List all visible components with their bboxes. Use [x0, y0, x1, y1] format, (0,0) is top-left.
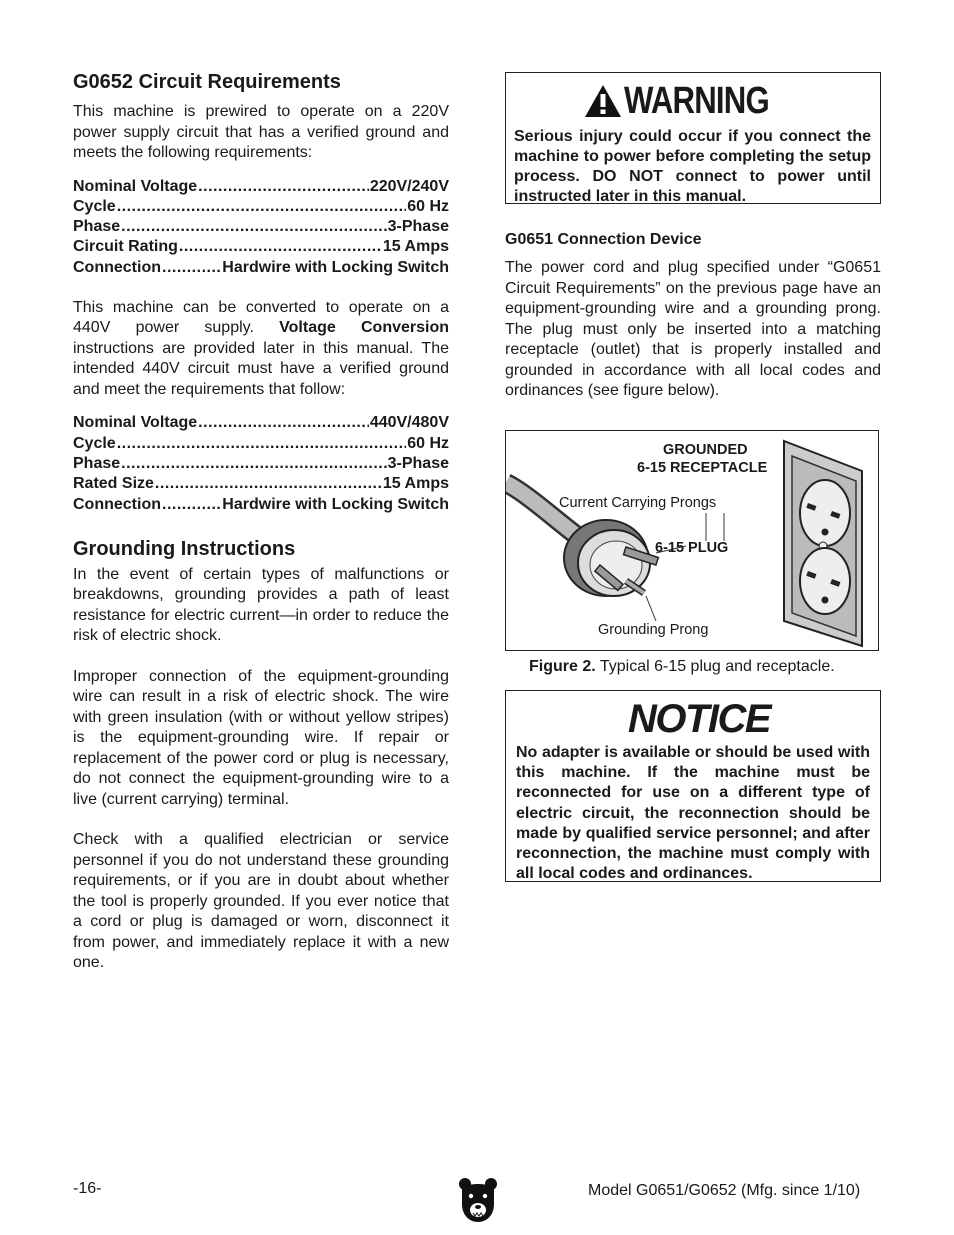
notice-title: NOTICE [628, 697, 771, 741]
receptacle-label-line1: GROUNDED [663, 442, 748, 458]
spec-row: Connection ..... Hardwire with Locking Switch [73, 258, 449, 278]
page-number: -16- [73, 1180, 102, 1197]
receptacle-label-line2: 6-15 RECEPTACLE [637, 460, 768, 476]
voltage-conversion-ref: Voltage Conversion [279, 319, 450, 337]
warning-title: WARNING [624, 79, 770, 122]
connection-device-heading: G0651 Connection Device [505, 231, 702, 248]
model-footer: Model G0651/G0652 (Mfg. since 1/10) [588, 1182, 861, 1199]
warning-box [505, 72, 881, 204]
grounding-paragraph-1: In the event of certain types of malfunctions or breakdowns, grounding provides a path of least resistance for electric current—in order to reduce the risk of electric shock. [73, 565, 449, 645]
spec-row: Phase ..... 3-Phase [73, 217, 449, 237]
plug-receptacle-figure [505, 430, 879, 651]
current-prongs-label: Current Carrying Prongs [559, 495, 717, 511]
grounding-prong-label: Grounding Prong [598, 622, 709, 638]
specs-440-list [73, 413, 449, 514]
bear-logo-icon [458, 1176, 498, 1222]
spec-row: Phase ..... 3-Phase [73, 454, 449, 474]
notice-text: No adapter is available or should be used with this machine. If the machine must be reconnected for use on a different type of electric circuit, the reconnection should be made by qualified service personnel; and after reconnection, the machine must comply with all local codes and ordinances. [516, 744, 870, 883]
spec-row: Nominal Voltage ..... 220V/240V [73, 177, 449, 197]
grounding-heading: Grounding Instructions [73, 537, 296, 560]
spec-row: Circuit Rating ..... 15 Amps [73, 237, 449, 257]
specs-220-list [73, 177, 449, 278]
warning-header [514, 81, 871, 121]
circuit-requirements-heading: G0652 Circuit Requirements [73, 71, 341, 93]
spec-row: Rated Size ..... 15 Amps [73, 474, 449, 494]
left-column [73, 70, 449, 974]
figure-caption: Figure 2. Typical 6-15 plug and receptacle. [529, 658, 835, 675]
circuit-intro-text: This machine is prewired to operate on a 220V power supply circuit that has a verified ground and meets the following requirements: [73, 103, 449, 161]
spec-row: Cycle ..... 60 Hz [73, 197, 449, 217]
grounding-paragraph-3: Check with a qualified electrician or service personnel if you do not understand these grounding requirements, or if you are in doubt about whether the tool is properly grounded. If you ever notice that a cord or plug is damaged or worn, disconnect it from power, and immediately replace it with a new one. [73, 831, 449, 972]
grounding-paragraph-2: Improper connection of the equipment-grounding wire can result in a risk of electric shock. The wire with green insulation (with or without yellow stripes) is the equipment-grounding wire. If repair or replacement of the power cord or plug is necessary, do not connect the equipment-grounding wire to a live (current carrying) terminal. [73, 667, 449, 808]
warning-triangle-icon [584, 84, 622, 118]
spec-row: Nominal Voltage ..... 440V/480V [73, 413, 449, 433]
connection-device-text: The power cord and plug specified under “G0651 Circuit Requirements” on the previous page have an equipment-grounding wire and a grounding prong. The plug must only be inserted into a matching receptacle (outlet) that is properly installed and grounded in accordance with all local codes and ordinances (see figure below). [505, 259, 881, 399]
right-column [505, 72, 881, 402]
spec-row: Cycle ..... 60 Hz [73, 434, 449, 454]
notice-box [505, 690, 881, 882]
voltage-conversion-text: This machine can be converted to operate on a 440V power supply. Voltage Conversion instructions are provided later in this manual. The intended 440V circuit must have a verified ground and meet the requirements that follow: [73, 298, 450, 398]
spec-row: Connection ..... Hardwire with Locking Switch [73, 495, 449, 515]
warning-text: Serious injury could occur if you connect the machine to power before completing the setup process. DO NOT connect to power until instructed later in this manual. [514, 128, 871, 205]
plug-label: 6-15 PLUG [655, 540, 729, 556]
